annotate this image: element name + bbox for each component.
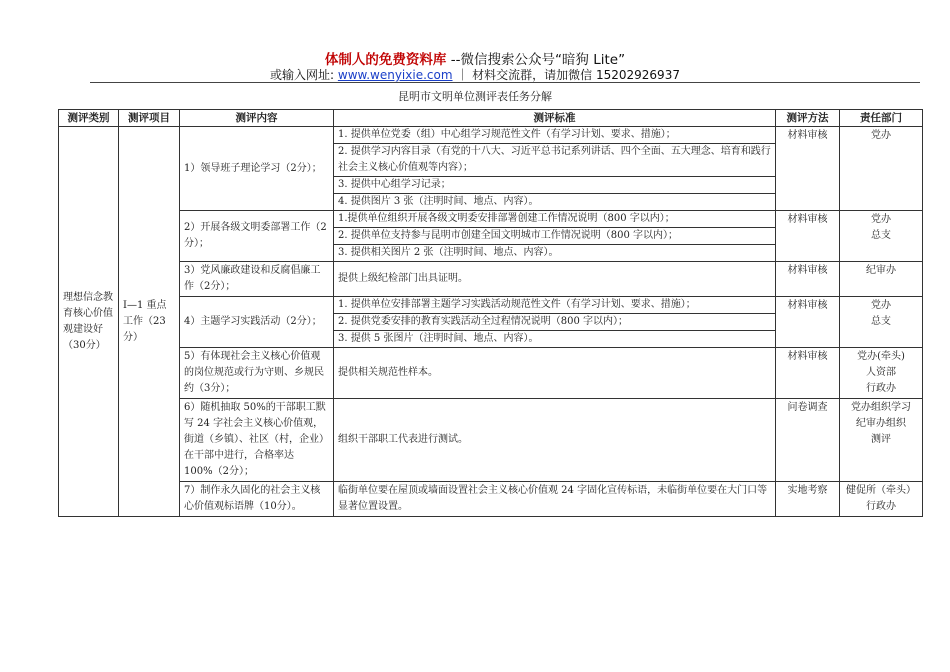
- dept-cell: 党办 总支: [840, 297, 923, 348]
- col-header: 测评方法: [776, 110, 840, 127]
- criteria-cell: 3. 提供相关图片 2 张（注明时间、地点、内容）。: [334, 245, 776, 262]
- header-divider: [90, 82, 920, 83]
- content-cell: 2）开展各级文明委部署工作（2分）；: [180, 211, 334, 262]
- table-row: [59, 348, 923, 399]
- col-header: 测评项目: [119, 110, 180, 127]
- table-row: [59, 297, 923, 314]
- dept-cell: 党办组织学习 纪审办组织 测评: [840, 399, 923, 482]
- table-row: [59, 399, 923, 482]
- col-header: 测评类别: [59, 110, 119, 127]
- content-cell: 3）党风廉政建设和反腐倡廉工作（2分）；: [180, 262, 334, 297]
- criteria-cell: 临街单位要在屋顶或墙面设置社会主义核心价值观 24 字固化宣传标语，未临街单位要在大门口等显著位置设置。: [334, 482, 776, 517]
- content-cell: 6）随机抽取 50%的干部职工默写 24 字社会主义核心价值观，街道（乡镇）、社区（村，企业）在干部中进行，合格率达 100%（2分）；: [180, 399, 334, 482]
- document-title: 昆明市文明单位测评表任务分解: [398, 90, 552, 103]
- criteria-cell: 提供上级纪检部门出具证明。: [334, 262, 776, 297]
- col-header: 测评标准: [334, 110, 776, 127]
- criteria-cell: 3. 提供 5 张图片（注明时间、地点、内容）。: [334, 331, 776, 348]
- content-cell: 7）制作永久固化的社会主义核心价值观标语牌（10分）。: [180, 482, 334, 517]
- criteria-cell: 1. 提供单位党委（组）中心组学习规范性文件（有学习计划、要求、措施）；: [334, 127, 776, 144]
- criteria-cell: 3. 提供中心组学习记录；: [334, 177, 776, 194]
- content-cell: 4）主题学习实践活动（2分）；: [180, 297, 334, 348]
- project-cell: I—1 重点工作（23分）: [119, 127, 180, 517]
- table-row: [59, 211, 923, 228]
- col-header: 责任部门: [840, 110, 923, 127]
- dept-cell: 党办(牵头) 人资部 行政办: [840, 348, 923, 399]
- method-cell: 材料审核: [776, 127, 840, 211]
- dept-cell: 党办: [840, 127, 923, 211]
- category-cell: 理想信念教育核心价值观建设好（30分）: [59, 127, 119, 517]
- content-cell: 5）有体现社会主义核心价值观的岗位规范或行为守则、乡规民约（3分）；: [180, 348, 334, 399]
- method-cell: 材料审核: [776, 262, 840, 297]
- method-cell: 材料审核: [776, 348, 840, 399]
- website-link[interactable]: www.wenyixie.com: [337, 68, 453, 82]
- dept-cell: 党办 总支: [840, 211, 923, 262]
- method-cell: 材料审核: [776, 297, 840, 348]
- contact-text: ｜ 材料交流群，请加微信 15202926937: [452, 68, 680, 82]
- criteria-cell: 4. 提供图片 3 张（注明时间、地点、内容）。: [334, 194, 776, 211]
- criteria-cell: 2. 提供党委安排的教育实践活动全过程情况说明（800 字以内）；: [334, 314, 776, 331]
- criteria-cell: 提供相关规范性样本。: [334, 348, 776, 399]
- promo-contact-line: [0, 66, 950, 83]
- url-prefix: 或输入网址:: [270, 68, 338, 82]
- task-table: [58, 109, 923, 517]
- criteria-cell: 2. 提供学习内容目录（有党的十八大、习近平总书记系列讲话、四个全面、五大理念、培育和践行社会主义核心价值观等内容）；: [334, 144, 776, 177]
- promo-banner: [0, 48, 950, 68]
- method-cell: 实地考察: [776, 482, 840, 517]
- table-row: [59, 262, 923, 297]
- method-cell: 材料审核: [776, 211, 840, 262]
- col-header: 测评内容: [180, 110, 334, 127]
- dept-cell: 健促所（牵头） 行政办: [840, 482, 923, 517]
- promo-banner-title: 体制人的免费资料库: [324, 52, 447, 68]
- content-cell: 1）领导班子理论学习（2分）；: [180, 127, 334, 211]
- criteria-cell: 1.提供单位组织开展各级文明委安排部署创建工作情况说明（800 字以内）；: [334, 211, 776, 228]
- criteria-cell: 1. 提供单位安排部署主题学习实践活动规范性文件（有学习计划、要求、措施）；: [334, 297, 776, 314]
- method-cell: 问卷调查: [776, 399, 840, 482]
- criteria-cell: 2. 提供单位支持参与昆明市创建全国文明城市工作情况说明（800 字以内）；: [334, 228, 776, 245]
- criteria-cell: 组织干部职工代表进行测试。: [334, 399, 776, 482]
- table-header-row: [59, 110, 923, 127]
- table-row: [59, 482, 923, 517]
- promo-banner-text: --微信搜索公众号“暗狗 Lite”: [446, 52, 626, 68]
- dept-cell: 纪审办: [840, 262, 923, 297]
- table-row: [59, 127, 923, 144]
